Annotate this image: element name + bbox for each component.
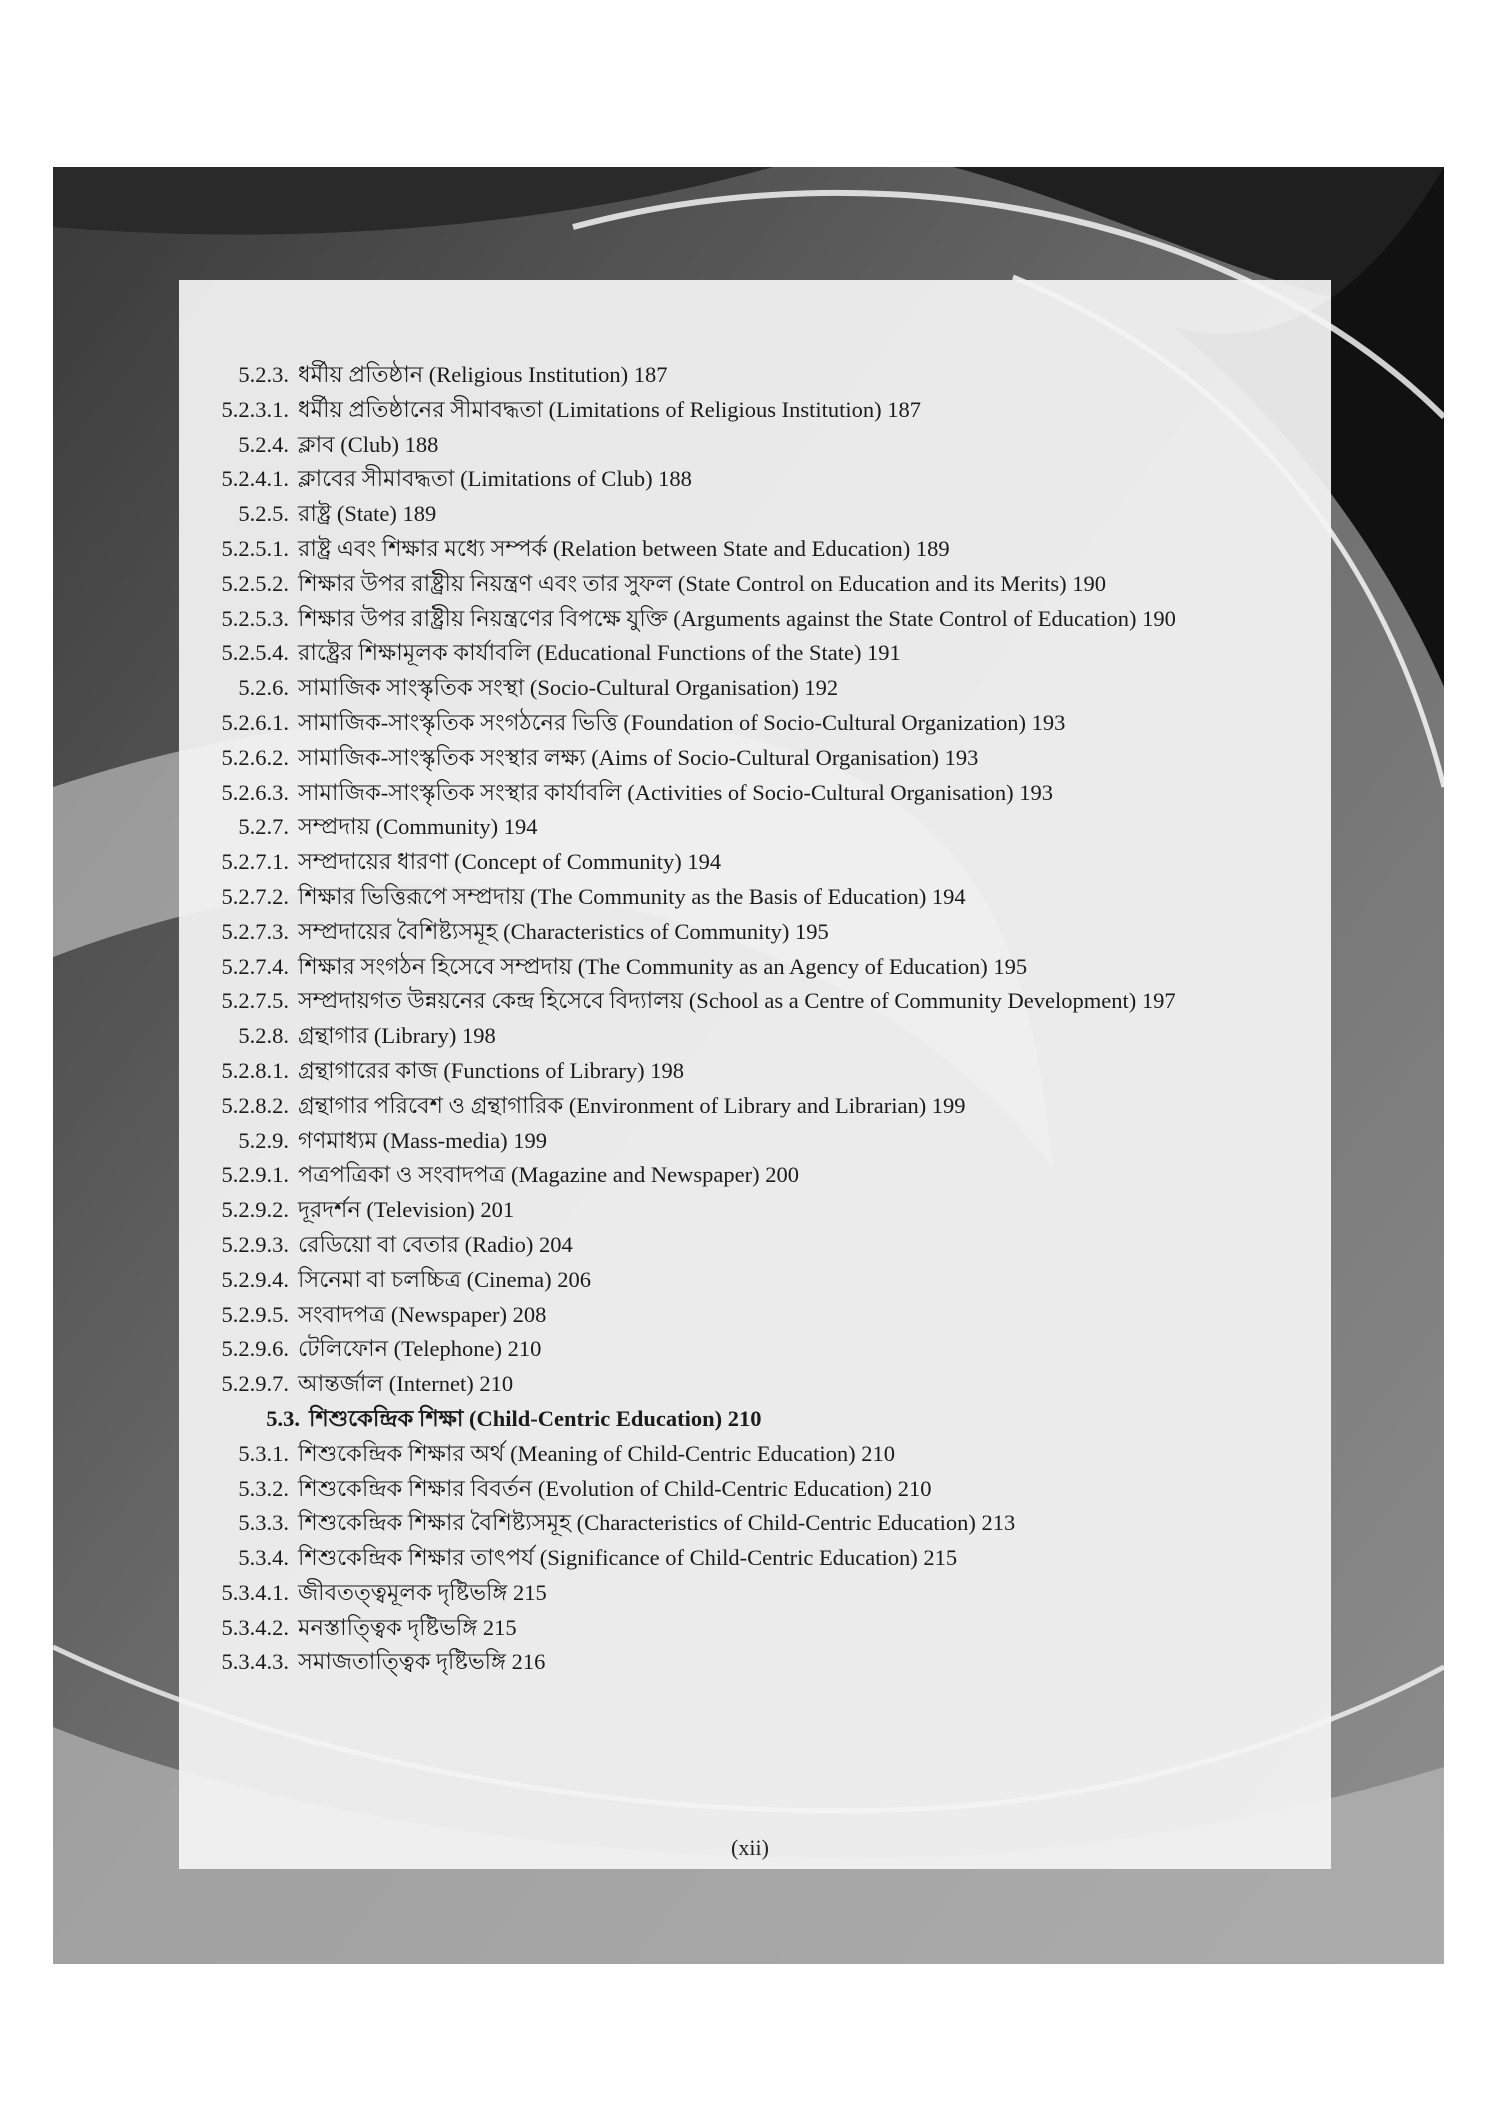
toc-entry xyxy=(175,1506,1345,1541)
toc-entry-number: 5.2.9.2. xyxy=(221,1197,289,1223)
toc-entry xyxy=(175,950,1345,985)
toc-entry-number: 5.2.5.4. xyxy=(221,640,289,666)
toc-entry-number: 5.2.9.3. xyxy=(221,1231,289,1257)
toc-entry-number: 5.2.7.3. xyxy=(221,918,289,944)
toc-entry xyxy=(175,393,1345,428)
toc-entry-title: সমাজতাত্ত্বিক দৃষ্টিভঙ্গি 216 xyxy=(298,1649,546,1675)
toc-entry-number: 5.2.3. xyxy=(238,362,289,387)
toc-entry xyxy=(175,1054,1345,1089)
toc-entry xyxy=(175,1089,1345,1124)
toc-entry-title: শিশুকেন্দ্রিক শিক্ষার তাৎপর্য (Significance of Child-Centric Education) 215 xyxy=(298,1545,958,1571)
toc-entry xyxy=(175,671,1345,706)
toc-entry-number: 5.2.7.2. xyxy=(221,883,289,909)
toc-entry xyxy=(175,358,1345,393)
toc-entry-number: 5.3.4.3. xyxy=(221,1649,289,1675)
toc-entry-title: ধর্মীয় প্রতিষ্ঠানের সীমাবদ্ধতা (Limitations of Religious Institution) 187 xyxy=(298,396,922,422)
toc-entry xyxy=(175,776,1345,811)
toc-entry-title: ক্লাবের সীমাবদ্ধতা (Limitations of Club) 188 xyxy=(298,466,692,492)
toc-entry-title: সামাজিক-সাংস্কৃতিক সংস্থার কার্যাবলি (Activities of Socio-Cultural Organisation) 193 xyxy=(298,779,1054,805)
toc-entry-number: 5.3. xyxy=(266,1405,300,1431)
toc-entry-number: 5.2.9. xyxy=(238,1127,289,1153)
table-of-contents xyxy=(175,358,1345,1680)
toc-entry-number: 5.3.3. xyxy=(238,1510,289,1536)
toc-entry-title: গ্রন্থাগারের কাজ (Functions of Library) 198 xyxy=(298,1057,684,1083)
toc-entry-title: গ্রন্থাগার পরিবেশ ও গ্রন্থাগারিক (Environment of Library and Librarian) 199 xyxy=(298,1092,966,1118)
toc-entry-title: গণমাধ্যম (Mass-media) 199 xyxy=(298,1127,547,1153)
toc-entry-title: ধর্মীয় প্রতিষ্ঠান (Religious Institution) 187 xyxy=(298,362,668,387)
toc-entry xyxy=(175,880,1345,915)
toc-entry-number: 5.2.8.1. xyxy=(221,1057,289,1083)
toc-entry-title: সংবাদপত্র (Newspaper) 208 xyxy=(298,1301,547,1327)
toc-entry xyxy=(175,636,1345,671)
toc-entry-number: 5.3.4.1. xyxy=(221,1579,289,1605)
toc-entry-title: সামাজিক সাংস্কৃতিক সংস্থা (Socio-Cultural Organisation) 192 xyxy=(298,675,839,701)
toc-entry-title: আন্তর্জাল (Internet) 210 xyxy=(298,1371,514,1397)
toc-entry xyxy=(175,1367,1345,1402)
toc-entry-title: শিক্ষার উপর রাষ্ট্রীয় নিয়ন্ত্রণ এবং তার সুফল (State Control on Education and its Merits) 190 xyxy=(298,570,1106,596)
toc-entry-title: রেডিয়ো বা বেতার (Radio) 204 xyxy=(298,1231,573,1257)
toc-entry xyxy=(175,1124,1345,1159)
toc-entry-title: মনস্তাত্ত্বিক দৃষ্টিভঙ্গি 215 xyxy=(298,1614,517,1640)
toc-entry xyxy=(175,1472,1345,1507)
toc-entry-number: 5.2.6.3. xyxy=(221,779,289,805)
toc-entry xyxy=(175,1228,1345,1263)
toc-entry xyxy=(175,602,1345,637)
toc-entry-number: 5.2.9.7. xyxy=(221,1371,289,1397)
toc-entry-title: সম্প্রদায় (Community) 194 xyxy=(298,814,538,840)
toc-entry xyxy=(175,810,1345,845)
toc-entry xyxy=(175,915,1345,950)
toc-entry xyxy=(175,741,1345,776)
toc-entry xyxy=(175,1645,1345,1680)
page-number: (xii) xyxy=(731,1835,769,1860)
toc-entry-title: শিক্ষার উপর রাষ্ট্রীয় নিয়ন্ত্রণের বিপক্ষে যুক্তি (Arguments against the State Control of Education) 190 xyxy=(298,605,1176,631)
toc-entry xyxy=(175,1611,1345,1646)
toc-entry-number: 5.2.5.2. xyxy=(221,570,289,596)
toc-entry xyxy=(175,462,1345,497)
toc-entry xyxy=(175,845,1345,880)
toc-entry-title: রাষ্ট্র এবং শিক্ষার মধ্যে সম্পর্ক (Relation between State and Education) 189 xyxy=(298,535,950,561)
toc-entry xyxy=(175,1193,1345,1228)
toc-entry-number: 5.2.7.1. xyxy=(221,849,289,875)
toc-entry-number: 5.2.7. xyxy=(238,814,289,840)
toc-entry-number: 5.2.3.1. xyxy=(221,396,289,422)
toc-entry-number: 5.2.7.5. xyxy=(221,988,289,1014)
toc-entry-number: 5.2.4.1. xyxy=(221,466,289,492)
toc-entry-number: 5.2.9.1. xyxy=(221,1162,289,1188)
toc-entry-title: শিশুকেন্দ্রিক শিক্ষার বৈশিষ্ট্যসমূহ (Characteristics of Child-Centric Education) 213 xyxy=(298,1510,1016,1536)
toc-entry xyxy=(175,1437,1345,1472)
toc-entry xyxy=(175,984,1345,1019)
toc-entry-number: 5.2.8. xyxy=(238,1023,289,1049)
toc-entry-number: 5.3.2. xyxy=(238,1475,289,1501)
toc-entry-title: শিক্ষার ভিত্তিরূপে সম্প্রদায় (The Community as the Basis of Education) 194 xyxy=(298,883,966,909)
toc-entry-title: শিক্ষার সংগঠন হিসেবে সম্প্রদায় (The Community as an Agency of Education) 195 xyxy=(298,953,1028,979)
toc-entry-number: 5.2.5.3. xyxy=(221,605,289,631)
toc-entry xyxy=(175,706,1345,741)
toc-entry-number: 5.3.4.2. xyxy=(221,1614,289,1640)
toc-entry xyxy=(175,532,1345,567)
toc-entry-number: 5.2.7.4. xyxy=(221,953,289,979)
toc-entry-title: রাষ্ট্রের শিক্ষামূলক কার্যাবলি (Educational Functions of the State) 191 xyxy=(298,640,901,666)
toc-entry-title: শিশুকেন্দ্রিক শিক্ষার অর্থ (Meaning of Child-Centric Education) 210 xyxy=(298,1440,895,1466)
toc-entry xyxy=(175,428,1345,463)
toc-entry-title: সম্প্রদায়ের ধারণা (Concept of Community) 194 xyxy=(298,849,722,875)
toc-entry-number: 5.2.9.6. xyxy=(221,1336,289,1362)
toc-entry-title: পত্রপত্রিকা ও সংবাদপত্র (Magazine and Newspaper) 200 xyxy=(298,1162,799,1188)
toc-entry-number: 5.2.6.1. xyxy=(221,709,289,735)
toc-entry-number: 5.3.4. xyxy=(238,1545,289,1571)
toc-entry-title: শিশুকেন্দ্রিক শিক্ষা (Child-Centric Education) 210 xyxy=(309,1405,762,1431)
toc-entry-number: 5.2.9.5. xyxy=(221,1301,289,1327)
toc-entry-number: 5.2.5.1. xyxy=(221,535,289,561)
toc-entry xyxy=(175,497,1345,532)
toc-entry xyxy=(175,1402,1345,1437)
toc-entry-title: জীবতত্ত্বমূলক দৃষ্টিভঙ্গি 215 xyxy=(298,1579,547,1605)
toc-entry-title: সম্প্রদায়ের বৈশিষ্ট্যসমূহ (Characteristics of Community) 195 xyxy=(298,918,829,944)
toc-entry xyxy=(175,1541,1345,1576)
toc-entry-title: রাষ্ট্র (State) 189 xyxy=(298,501,437,527)
toc-entry-title: সম্প্রদায়গত উন্নয়নের কেন্দ্র হিসেবে বিদ্যালয় (School as a Centre of Community Development) 197 xyxy=(298,988,1176,1014)
toc-entry xyxy=(175,1576,1345,1611)
toc-entry-number: 5.2.6. xyxy=(238,675,289,701)
toc-entry-number: 5.2.4. xyxy=(238,431,289,457)
toc-entry-title: সিনেমা বা চলচ্চিত্র (Cinema) 206 xyxy=(298,1266,591,1292)
toc-entry-title: টেলিফোন (Telephone) 210 xyxy=(298,1336,542,1362)
toc-entry xyxy=(175,1019,1345,1054)
toc-entry-number: 5.2.8.2. xyxy=(221,1092,289,1118)
toc-entry-number: 5.2.6.2. xyxy=(221,744,289,770)
toc-entry-title: গ্রন্থাগার (Library) 198 xyxy=(298,1023,496,1049)
toc-entry-title: সামাজিক-সাংস্কৃতিক সংগঠনের ভিত্তি (Foundation of Socio-Cultural Organization) 193 xyxy=(298,709,1066,735)
toc-entry xyxy=(175,1298,1345,1333)
toc-entry xyxy=(175,567,1345,602)
toc-entry xyxy=(175,1158,1345,1193)
toc-entry xyxy=(175,1263,1345,1298)
toc-entry-number: 5.2.9.4. xyxy=(221,1266,289,1292)
toc-entry-number: 5.3.1. xyxy=(238,1440,289,1466)
toc-entry xyxy=(175,1332,1345,1367)
toc-entry-title: ক্লাব (Club) 188 xyxy=(298,431,439,457)
toc-entry-title: সামাজিক-সাংস্কৃতিক সংস্থার লক্ষ্য (Aims of Socio-Cultural Organisation) 193 xyxy=(298,744,979,770)
toc-entry-title: শিশুকেন্দ্রিক শিক্ষার বিবর্তন (Evolution of Child-Centric Education) 210 xyxy=(298,1475,932,1501)
toc-entry-number: 5.2.5. xyxy=(238,501,289,527)
toc-entry-title: দূরদর্শন (Television) 201 xyxy=(298,1197,515,1223)
